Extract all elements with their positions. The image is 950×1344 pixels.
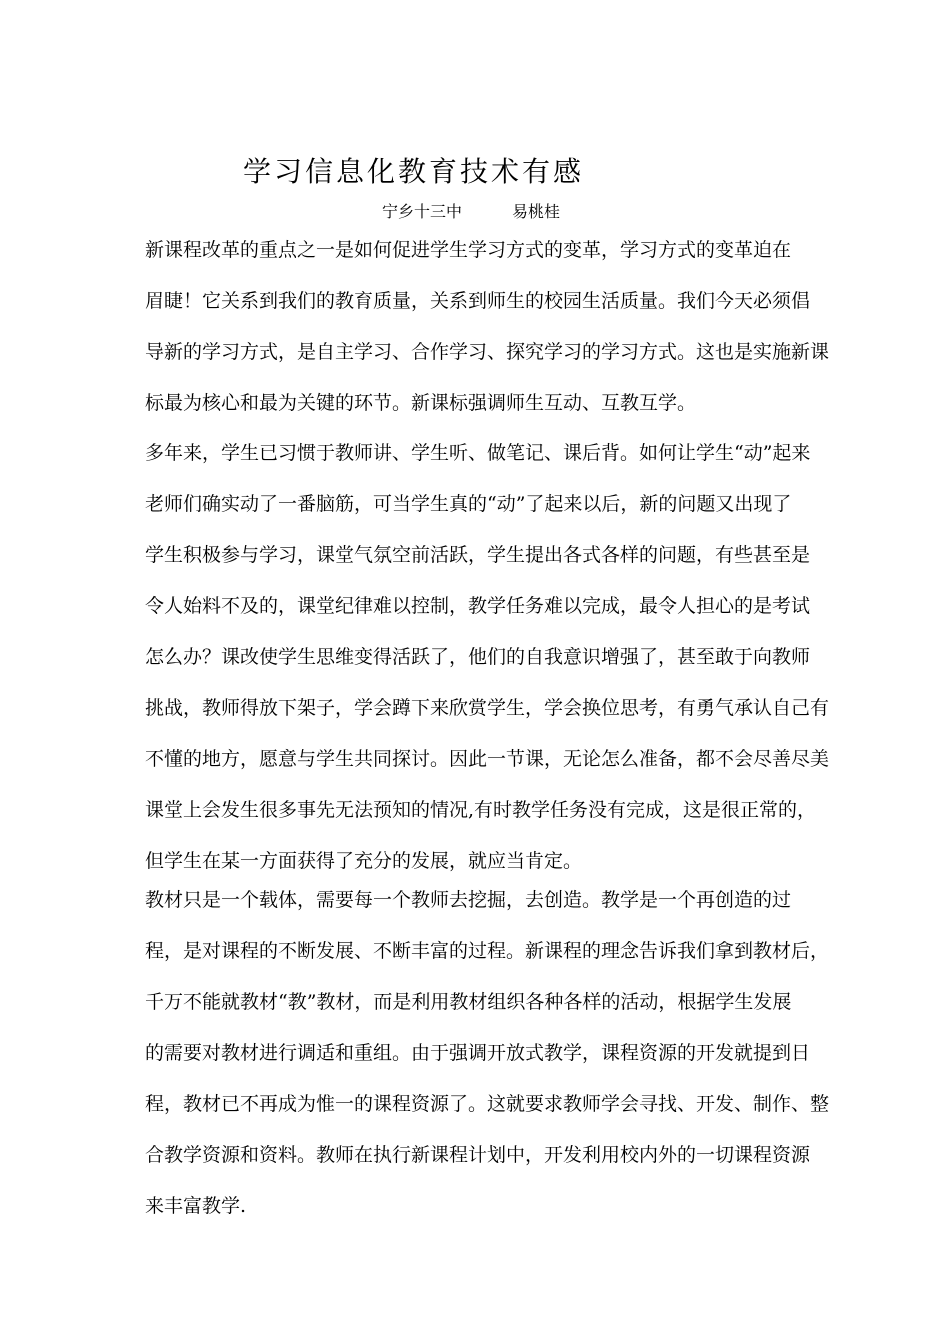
paragraph-line: 不懂的地方，愿意与学生共同探讨。因此一节课，无论怎么准备，都不会尽善尽美 xyxy=(145,748,830,770)
paragraph-line: 新课程改革的重点之一是如何促进学生学习方式的变革，学习方式的变革迫在 xyxy=(145,239,792,261)
paragraph-line: 导新的学习方式，是自主学习、合作学习、探究学习的学习方式。这也是实施新课 xyxy=(145,341,830,363)
paragraph-line: 来丰富教学. xyxy=(145,1195,247,1217)
author-school: 宁乡十三中 xyxy=(382,202,463,221)
paragraph-line: 挑战，教师得放下架子，学会蹲下来欣赏学生，学会换位思考，有勇气承认自己有 xyxy=(145,697,830,719)
paragraph-line: 怎么办？课改使学生思维变得活跃了，他们的自我意识增强了，甚至敢于向教师 xyxy=(145,646,811,668)
paragraph-line: 但学生在某一方面获得了充分的发展，就应当肯定。 xyxy=(145,850,583,872)
paragraph-line: 合教学资源和资料。教师在执行新课程计划中，开发利用校内外的一切课程资源 xyxy=(145,1144,811,1166)
paragraph-line: 程，是对课程的不断发展、不断丰富的过程。新课程的理念告诉我们拿到教材后， xyxy=(145,940,830,962)
paragraph-line: 千万不能就教材“教”教材，而是利用教材组织各种各样的活动，根据学生发展 xyxy=(145,991,792,1013)
paragraph-line: 令人始料不及的，课堂纪律难以控制，教学任务难以完成，最令人担心的是考试 xyxy=(145,595,811,617)
paragraph-line: 教材只是一个载体，需要每一个教师去挖掘，去创造。教学是一个再创造的过 xyxy=(145,889,792,911)
paragraph-line: 课堂上会发生很多事先无法预知的情况,有时教学任务没有完成，这是很正常的， xyxy=(145,799,817,821)
paragraph-line: 多年来，学生已习惯于教师讲、学生听、做笔记、课后背。如何让学生“动”起来 xyxy=(145,442,811,464)
paragraph-line: 标最为核心和最为关键的环节。新课标强调师生互动、互教互学。 xyxy=(145,392,697,414)
author-line xyxy=(382,200,560,224)
author-name: 易桃桂 xyxy=(512,202,561,221)
paragraph-line: 学生积极参与学习，课堂气氛空前活跃，学生提出各式各样的问题，有些甚至是 xyxy=(145,544,811,566)
document-title: 学习信息化教育技术有感 xyxy=(243,155,585,188)
paragraph-line: 的需要对教材进行调适和重组。由于强调开放式教学，课程资源的开发就提到日 xyxy=(145,1042,811,1064)
paragraph-line: 眉睫！它关系到我们的教育质量，关系到师生的校园生活质量。我们今天必须倡 xyxy=(145,290,811,312)
paragraph-line: 老师们确实动了一番脑筋，可当学生真的“动”了起来以后，新的问题又出现了 xyxy=(145,493,792,515)
paragraph-line: 程，教材已不再成为惟一的课程资源了。这就要求教师学会寻找、开发、制作、整 xyxy=(145,1093,830,1115)
